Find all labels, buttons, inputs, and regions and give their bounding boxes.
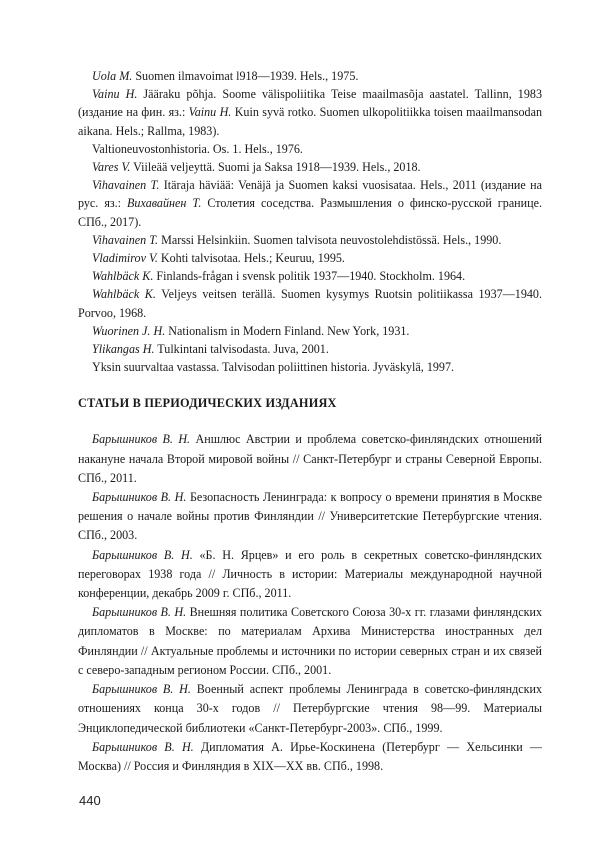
bibliography-entry bbox=[78, 267, 542, 285]
entry-text: Viileää veljeyttä. Suomi ja Saksa 1918—1939. Hels., 2018. bbox=[130, 160, 421, 175]
books-list bbox=[78, 67, 542, 376]
entry-author: Барышников В. Н. bbox=[92, 682, 191, 697]
entry-text: Valtioneuvostonhistoria. Os. 1. Hels., 1976. bbox=[92, 141, 303, 156]
bibliography-entry bbox=[78, 249, 542, 267]
entry-author: Барышников В. Н. bbox=[92, 432, 191, 447]
entry-text: Военный аспект проблемы Ленинграда в советско-финляндских отношениях конца 30-х годов // Петербургские чтения 98—99. Материалы Энциклопедической библиотеки «Санкт-Петербург-2003». СПб., 1999. bbox=[78, 682, 542, 735]
entry-text: «Б. Н. Ярцев» и его роль в секретных советско-финляндских переговорах 1938 года // Личность в истории: Материалы международной научной конференции, декабрь 2009 г. СПб., 2011. bbox=[78, 547, 542, 601]
section-heading: СТАТЬИ В ПЕРИОДИЧЕСКИХ ИЗДАНИЯХ bbox=[78, 396, 337, 411]
entry-author: Ylikangas H. bbox=[92, 342, 155, 357]
entry-author: Vihavainen T. bbox=[92, 232, 159, 247]
entry-author: Vainu H. bbox=[92, 87, 138, 102]
bibliography-entry bbox=[78, 176, 542, 231]
entry-author: Vares V. bbox=[92, 160, 131, 175]
entry-text-translation: Kuin syvä rotko. Suomen ulkopolitiikka toisen maailmansodan aikana. Hels.; Rallma, 1983). bbox=[78, 105, 543, 138]
entry-text: Suomen ilmavoimat l918—1939. Hels., 1975. bbox=[132, 69, 359, 83]
entry-author: Барышников В. Н. bbox=[92, 605, 187, 620]
entry-text: Yksin suurvaltaa vastassa. Talvisodan poliittinen historia. Jyväskylä, 1997. bbox=[92, 360, 455, 375]
bibliography-entry bbox=[78, 738, 542, 776]
entry-author: Wahlbäck K. bbox=[92, 287, 156, 302]
entry-author: Wuorinen J. H. bbox=[92, 323, 166, 338]
entry-text: Внешняя политика Советского Союза 30-х гг. глазами финляндских дипломатов в Москве: по материалам Архива Министерства иностранных дел Финляндии // Актуальные проблемы и источники по истории северных стран и их связей с северо-западным регионом России. СПб., 2001. bbox=[78, 605, 542, 677]
bibliography-entry bbox=[78, 67, 542, 85]
entry-text: Безопасность Ленинграда: к вопросу о времени принятия в Москве решения о начале войны против Финляндии // Университетские Петербургские чтения. СПб., 2003. bbox=[78, 490, 542, 543]
entry-text: Nationalism in Modern Finland. New York, 1931. bbox=[165, 323, 410, 338]
entry-text: Аншлюс Австрии и проблема советско-финляндских отношений накануне начала Второй мировой войны // Санкт-Петербург и страны Северной Европы. СПб., 2011. bbox=[78, 432, 542, 485]
entry-text: Tulkintani talvisodasta. Juva, 2001. bbox=[154, 342, 329, 357]
entry-author: Барышников В. Н. bbox=[92, 490, 187, 505]
bibliography-entry bbox=[78, 488, 542, 546]
entry-author-translation: Вихавайнен Т. bbox=[127, 196, 202, 211]
entry-author: Барышников В. Н. bbox=[92, 739, 194, 754]
entry-author: Vladimirov V. bbox=[92, 251, 158, 266]
bibliography-entry bbox=[78, 340, 542, 358]
bibliography-entry bbox=[78, 680, 542, 738]
bibliography-entry bbox=[78, 430, 542, 488]
entry-text: Marssi Helsinkiin. Suomen talvisota neuvostolehdistössä. Hels., 1990. bbox=[158, 232, 502, 247]
entry-text: Itäraja häviää: Venäjä ja Suomen kaksi vuosisataa. Hels., 2011 (издание на рус. яз.: bbox=[78, 178, 542, 211]
bibliography-entry bbox=[78, 85, 542, 140]
bibliography-entry bbox=[78, 231, 542, 249]
entry-author: Vihavainen T. bbox=[92, 178, 160, 193]
bibliography-entry bbox=[78, 546, 542, 604]
entry-author-translation: Vainu H. bbox=[188, 105, 232, 120]
entry-author: Wahlbäck K. bbox=[92, 269, 154, 284]
entry-text: Finlands-frågan i svensk politik 1937—1940. Stockholm. 1964. bbox=[153, 269, 466, 284]
entry-text-translation: Столетия соседства. Размышления о финско-русской границе. СПб., 2017). bbox=[78, 196, 542, 229]
entry-author: Uola M. bbox=[92, 69, 133, 83]
entry-text: Kohti talvisotaa. Hels.; Keuruu, 1995. bbox=[157, 251, 345, 266]
articles-list bbox=[78, 430, 542, 776]
page-content bbox=[78, 67, 542, 776]
bibliography-entry bbox=[78, 322, 542, 340]
page-number: 440 bbox=[79, 793, 101, 808]
bibliography-entry bbox=[78, 140, 542, 158]
entry-author: Барышников В. Н. bbox=[92, 547, 193, 562]
entry-text: Veljeys veitsen terällä. Suomen kysymys Ruotsin politiikassa 1937—1940. Porvoo, 1968. bbox=[78, 287, 542, 320]
entry-text: Jääraku põhja. Soome välispoliitika Teise maailmasõja aastatel. Tallinn, 1983 (издание на фин. яз.: bbox=[78, 87, 542, 120]
entry-text: Дипломатия А. Ирье-Коскинена (Петербург — Хельсинки — Москва) // Россия и Финляндия в XIX—XX вв. СПб., 1998. bbox=[78, 739, 542, 773]
bibliography-entry bbox=[78, 158, 542, 176]
bibliography-entry bbox=[78, 358, 542, 376]
bibliography-entry bbox=[78, 603, 542, 680]
bibliography-entry bbox=[78, 285, 542, 321]
